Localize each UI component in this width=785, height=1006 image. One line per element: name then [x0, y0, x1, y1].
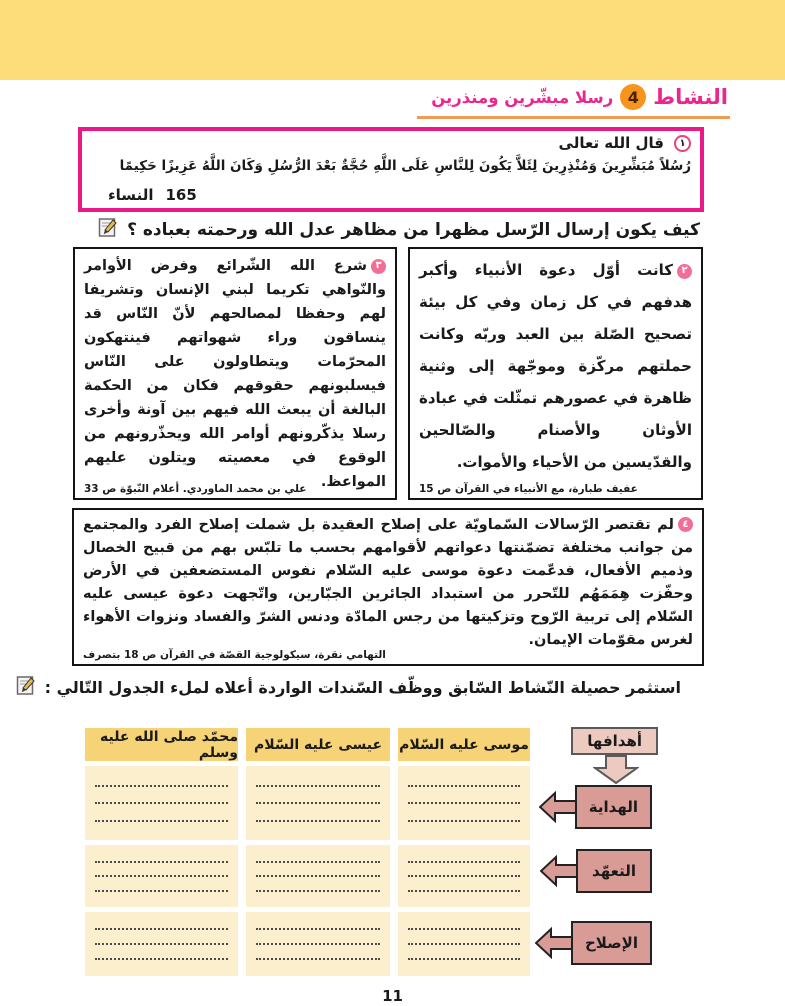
- source-box-3-text: [84, 254, 386, 494]
- row-label-text: التعهّد: [576, 849, 652, 893]
- answer-line: [408, 861, 520, 863]
- verse-reference: [108, 186, 197, 204]
- answer-line: [256, 958, 380, 960]
- answer-line: [95, 890, 228, 892]
- answer-line: [95, 943, 228, 945]
- answer-line: [256, 861, 380, 863]
- answer-line: [408, 943, 520, 945]
- row-label-text: الهداية: [575, 785, 652, 829]
- source-box-2-reference: عفيف طبارة، مع الأنبياء في القرآن ص 15: [419, 483, 638, 495]
- answer-line: [95, 875, 228, 877]
- pencil-icon: [16, 674, 36, 700]
- row-label-hidaya: [539, 785, 652, 829]
- surah-name: النساء: [108, 186, 154, 204]
- question-line-1: [98, 216, 700, 243]
- answer-line: [408, 875, 520, 877]
- source-box-3: [73, 247, 397, 500]
- corner-label-text: أهدافها: [571, 727, 658, 755]
- answer-cell: [85, 766, 238, 840]
- source-box-4: [72, 508, 704, 666]
- column-header-issa: عيسى عليه السّلام: [246, 728, 390, 761]
- answer-cell: [246, 912, 390, 976]
- answer-cell: [398, 845, 530, 907]
- marker-2-icon: ٢: [677, 264, 692, 279]
- source-box-2-body: كانت أوّل دعوة الأنبياء وأكبر هدفهم في كل زمان وفي كل بيئة تصحيح الصّلة بين العبد وربّه وكانت حملتهم مركّزة وموجّهة إلى وثنية ظاهرة في عصورهم تمثّلت في عبادة الأوثان والأصنام والصّالحين والقدّيسين من الأحياء والأموات.: [419, 261, 692, 471]
- left-arrow-icon: [540, 854, 578, 888]
- quran-verse-text: رُسُلاً مُبَشِّرِينَ وَمُنْذِرِينَ لِئَلاَّ يَكُونَ لِلنَّاسِ عَلَى اللَّهِ حُجَّةٌ بَعْدَ الرُّسُلِ وَكَانَ اللَّهُ عَزِيزًا حَكِيمًا: [119, 158, 691, 174]
- column-header-mohamed: محمّد صلى الله عليه وسلم: [85, 728, 238, 761]
- row-label-taahud: [540, 849, 652, 893]
- answer-line: [256, 875, 380, 877]
- answer-line: [256, 890, 380, 892]
- activity-label: النشاط: [653, 85, 728, 109]
- row-label-text: الإصلاح: [571, 921, 652, 965]
- answer-line: [256, 820, 380, 822]
- answer-line: [408, 890, 520, 892]
- column-header-moussa: موسى عليه السّلام: [398, 728, 530, 761]
- answer-line: [408, 785, 520, 787]
- ayah-number: 165: [165, 186, 197, 204]
- marker-4-icon: ٤: [678, 517, 693, 532]
- answer-line: [95, 785, 228, 787]
- answers-table: [85, 728, 530, 976]
- top-yellow-band: [0, 0, 785, 80]
- down-arrow-icon: [593, 755, 639, 785]
- question-1-text: كيف يكون إرسال الرّسل مظهرا من مظاهر عدل الله ورحمته بعباده ؟: [127, 219, 700, 240]
- source-box-4-reference: التهامي نقرة، سيكولوجية القصّة في القرآن ص 18 بتصرف: [83, 649, 386, 661]
- answer-cell: [246, 766, 390, 840]
- pencil-icon: [98, 216, 118, 243]
- corner-label-ahdafuha: [571, 727, 658, 785]
- source-box-4-text: [83, 514, 693, 652]
- activity-heading-underline: [417, 84, 730, 119]
- answer-line: [95, 958, 228, 960]
- answer-line: [95, 861, 228, 863]
- answer-line: [408, 820, 520, 822]
- answer-line: [95, 802, 228, 804]
- source-boxes-row: [73, 247, 703, 500]
- answer-line: [95, 820, 228, 822]
- activity-number-badge: 4: [620, 84, 646, 110]
- left-arrow-icon: [535, 926, 573, 960]
- answer-cell: [85, 912, 238, 976]
- source-box-2-text: [419, 254, 692, 478]
- question-2-text: استثمر حصيلة النّشاط السّابق ووظّف السّندات الواردة أعلاه لملء الجدول التّالي :: [44, 677, 681, 697]
- answer-line: [256, 802, 380, 804]
- answer-line: [408, 802, 520, 804]
- source-box-3-body: شرع الله الشّرائع وفرض الأوامر والنّواهي تكريما لبني الإنسان وتشريفا لهم وحفظا لمصالحهم لأنّ النّاس قد ينساقون وراء شهواتهم فينتهكون المحرّمات ويتطاولون على النّاس فيسلبونهم حقوقهم فكان من الحكمة البالغة أن يبعث الله فيهم بين آونة وأخرى رسلا يذكّرونهم أوامر الله ويحذّرونهم من الوقوع في معصيته ويتلون عليهم المواعظ.: [84, 258, 386, 490]
- source-box-3-reference: علي بن محمد الماوردي. أعلام النّبوّة ص 33: [84, 483, 307, 495]
- answer-line: [256, 785, 380, 787]
- left-arrow-icon: [539, 790, 577, 824]
- answer-cell: [85, 845, 238, 907]
- activity-title: رسلا مبشّرين ومنذرين: [431, 87, 614, 107]
- answer-cell: [246, 845, 390, 907]
- source-box-4-body: لم تقتصر الرّسالات السّماويّة على إصلاح العقيدة بل شملت إصلاح الفرد والمجتمع من جوانب مختلفة تضمّنتها دعواتهم لأقوامهم بحسب ما تلبّس بهم من قبيح الخصال وذميم الأفعال، فدعّمت دعوة موسى عليه السّلام نفوس المستضعفين في الأرض وحفّزت هِمَمَهُم للتّحرر من استبداد الجائرين الجبّارين، واتّجهت دعوة عيسى عليه السّلام إلى تربية الرّوح وتزكيتها من رجس المادّة ودنس الشرّ والفساد ونزوات الأهواء لغرس مقوّمات الإيمان.: [83, 517, 693, 648]
- answer-line: [256, 928, 380, 930]
- answer-line: [256, 943, 380, 945]
- verse-intro-line: [91, 134, 691, 152]
- quran-verse-box: [78, 127, 704, 212]
- row-label-islah: [535, 921, 652, 965]
- verse-intro-text: قال الله تعالى: [558, 134, 664, 152]
- source-box-2: [408, 247, 703, 500]
- marker-3-icon: ٣: [371, 259, 386, 274]
- marker-1-icon: ١: [674, 135, 691, 152]
- answer-cell: [398, 766, 530, 840]
- answer-line: [408, 958, 520, 960]
- page-number: 11: [382, 987, 403, 1005]
- answer-cell: [398, 912, 530, 976]
- question-line-2: [16, 674, 681, 700]
- answer-line: [408, 928, 520, 930]
- activity-heading: [417, 84, 730, 119]
- answer-line: [95, 928, 228, 930]
